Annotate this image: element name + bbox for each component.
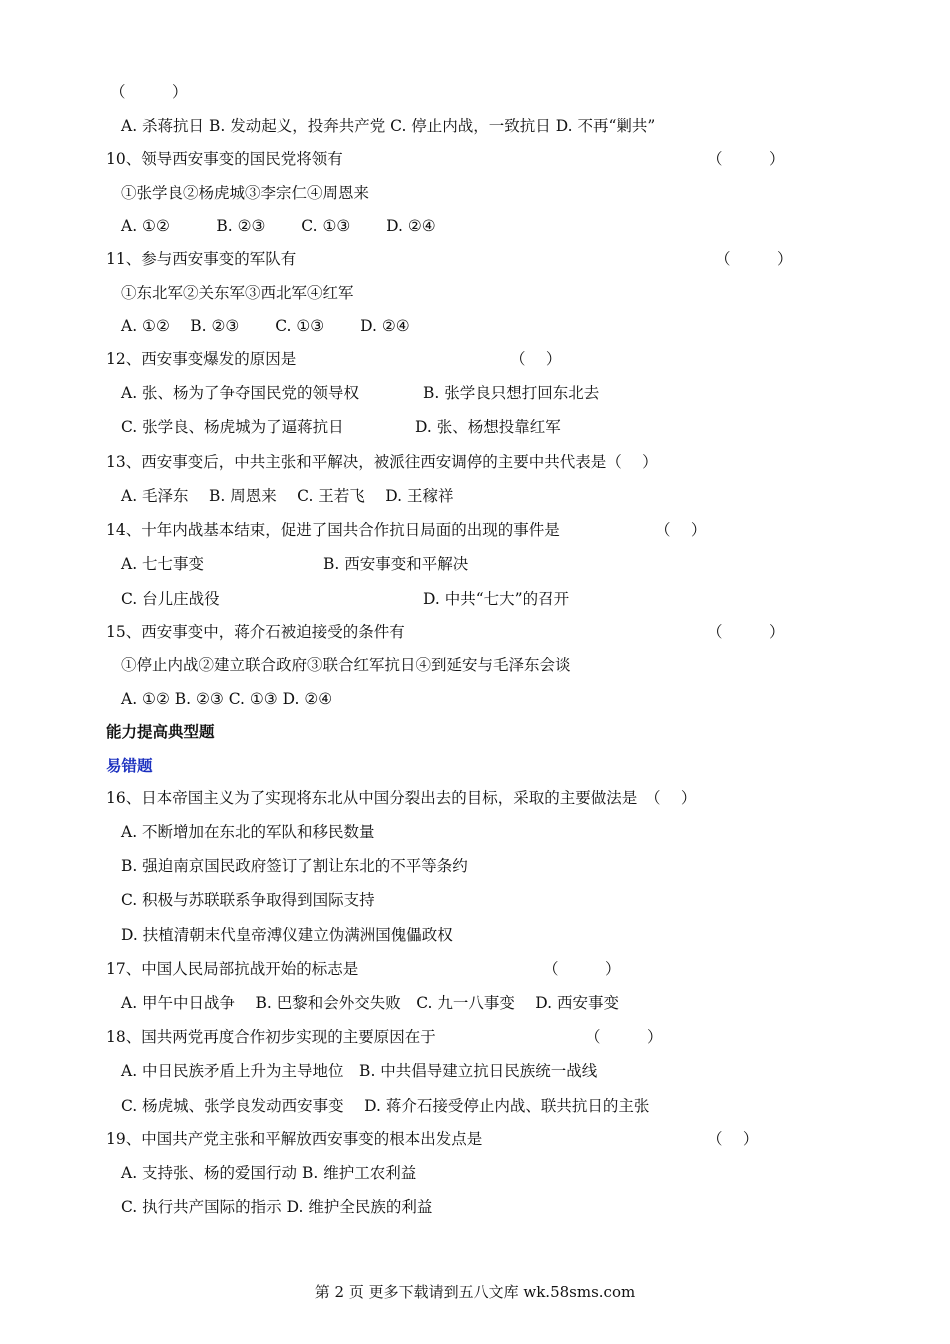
answer-blank: （ ）	[110, 83, 188, 101]
option-12d: D. 张、杨想投靠红军	[415, 418, 561, 436]
question-10: 10、领导西安事变的国民党将领有	[106, 150, 343, 168]
section-heading: 能力提高典型题	[106, 723, 215, 741]
options-19cd: C. 执行共产国际的指示 D. 维护全民族的利益	[121, 1198, 433, 1216]
question-12: 12、西安事变爆发的原因是	[106, 350, 297, 368]
question-18: 18、国共两党再度合作初步实现的主要原因在于	[106, 1028, 436, 1046]
option-14b: B. 西安事变和平解决	[323, 555, 469, 573]
question-17: 17、中国人民局部抗战开始的标志是	[106, 960, 359, 978]
option-16b: B. 强迫南京国民政府签订了割让东北的不平等条约	[121, 857, 468, 875]
option-16a: A. 不断增加在东北的军队和移民数量	[121, 823, 375, 841]
subsection-heading: 易错题	[106, 757, 153, 775]
answer-blank: （ ）	[707, 150, 785, 168]
options-q10: A. ①② B. ②③ C. ①③ D. ②④	[121, 217, 436, 235]
options-19ab: A. 支持张、杨的爱国行动 B. 维护工农利益	[121, 1164, 417, 1182]
choices-q10: ①张学良②杨虎城③李宗仁④周恩来	[121, 184, 370, 202]
options-q15: A. ①② B. ②③ C. ①③ D. ②④	[121, 690, 333, 708]
answer-blank: （ ）	[707, 623, 785, 641]
question-11: 11、参与西安事变的军队有	[106, 250, 297, 268]
answer-blank: （ ）	[715, 250, 793, 268]
question-15: 15、西安事变中，蒋介石被迫接受的条件有	[106, 623, 405, 641]
question-19: 19、中国共产党主张和平解放西安事变的根本出发点是	[106, 1130, 483, 1148]
options-18ab: A. 中日民族矛盾上升为主导地位 B. 中共倡导建立抗日民族统一战线	[121, 1062, 598, 1080]
question-16: 16、日本帝国主义为了实现将东北从中国分裂出去的目标，采取的主要做法是 （ ）	[106, 789, 697, 807]
options-q11: A. ①② B. ②③ C. ①③ D. ②④	[121, 317, 410, 335]
choices-q15: ①停止内战②建立联合政府③联合红军抗日④到延安与毛泽东会谈	[121, 656, 571, 674]
option-12a: A. 张、杨为了争夺国民党的领导权	[121, 384, 360, 402]
answer-blank: （ ）	[585, 1028, 663, 1046]
option-14d: D. 中共“七大”的召开	[423, 590, 570, 608]
question-14: 14、十年内战基本结束，促进了国共合作抗日局面的出现的事件是	[106, 521, 560, 539]
options-q17: A. 甲午中日战争 B. 巴黎和会外交失败 C. 九一八事变 D. 西安事变	[121, 994, 620, 1012]
answer-blank: （ ）	[707, 1130, 759, 1148]
options-q13: A. 毛泽东 B. 周恩来 C. 王若飞 D. 王稼祥	[121, 487, 454, 505]
option-16d: D. 扶植清朝末代皇帝溥仪建立伪满洲国傀儡政权	[121, 926, 453, 944]
option-12b: B. 张学良只想打回东北去	[423, 384, 600, 402]
choices-q11: ①东北军②关东军③西北军④红军	[121, 284, 354, 302]
page-footer: 第 2 页 更多下载请到五八文库 wk.58sms.com	[314, 1283, 636, 1301]
answer-blank: （ ）	[655, 521, 707, 539]
question-13: 13、西安事变后，中共主张和平解决，被派往西安调停的主要中共代表是（ ）	[106, 453, 658, 471]
option-14a: A. 七七事变	[121, 555, 205, 573]
option-14c: C. 台儿庄战役	[121, 590, 220, 608]
option-16c: C. 积极与苏联联系争取得到国际支持	[121, 891, 375, 909]
answer-blank: （ ）	[510, 350, 562, 368]
answer-blank: （ ）	[543, 960, 621, 978]
option-12c: C. 张学良、杨虎城为了逼蒋抗日	[121, 418, 344, 436]
options-q9: A. 杀蒋抗日 B. 发动起义，投奔共产党 C. 停止内战，一致抗日 D. 不再“剿共”	[121, 117, 656, 135]
options-18cd: C. 杨虎城、张学良发动西安事变 D. 蒋介石接受停止内战、联共抗日的主张	[121, 1097, 650, 1115]
